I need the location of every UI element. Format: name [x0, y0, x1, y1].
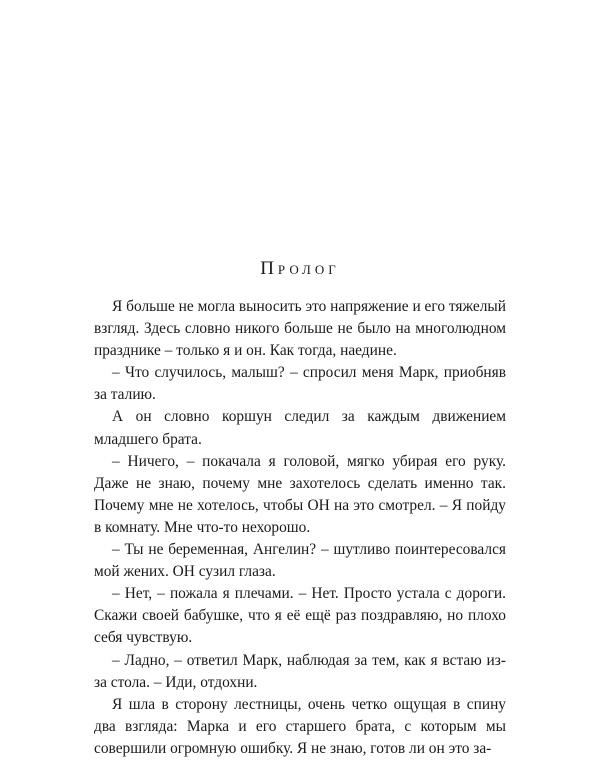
paragraph: – Нет, – пожала я плечами. – Нет. Просто устала с дороги. Скажи своей бабушке, что я её ещё раз поздравляю, но плохо себя чувствую.	[94, 585, 506, 647]
paragraph: – Ничего, – покачала я головой, мягко убирая его руку. Даже не знаю, почему мне захотелось сделать именно так. Почему мне не хотелось, чтобы ОН на это смотрел. – Я пойду в комнату. Мне что-то нехорошо.	[94, 452, 506, 536]
paragraph: – Ладно, – ответил Марк, наблюдая за тем, как я встаю из-за стола. – Иди, отдохни.	[94, 651, 506, 691]
paragraph: А он словно коршун следил за каждым движением младшего брата.	[94, 408, 506, 448]
chapter-body	[94, 296, 506, 760]
paragraph: – Что случилось, малыш? – спросил меня Марк, приобняв за талию.	[94, 364, 506, 404]
chapter-title: Пролог	[260, 258, 340, 279]
paragraph: – Ты не беременная, Ангелин? – шутливо поинтересовался мой жених. ОН сузил глаза.	[94, 541, 506, 581]
paragraph: Я шла в сторону лестницы, очень четко ощущая в спину два взгляда: Марка и его старшего брата, с которым мы совершили огромную ошибку. Я не знаю, готов ли он это за-	[94, 695, 506, 757]
paragraph: Я больше не могла выносить это напряжение и его тяжелый взгляд. Здесь словно никого больше не было на многолюдном празднике – только я и он. Как тогда, наедине.	[94, 298, 506, 360]
